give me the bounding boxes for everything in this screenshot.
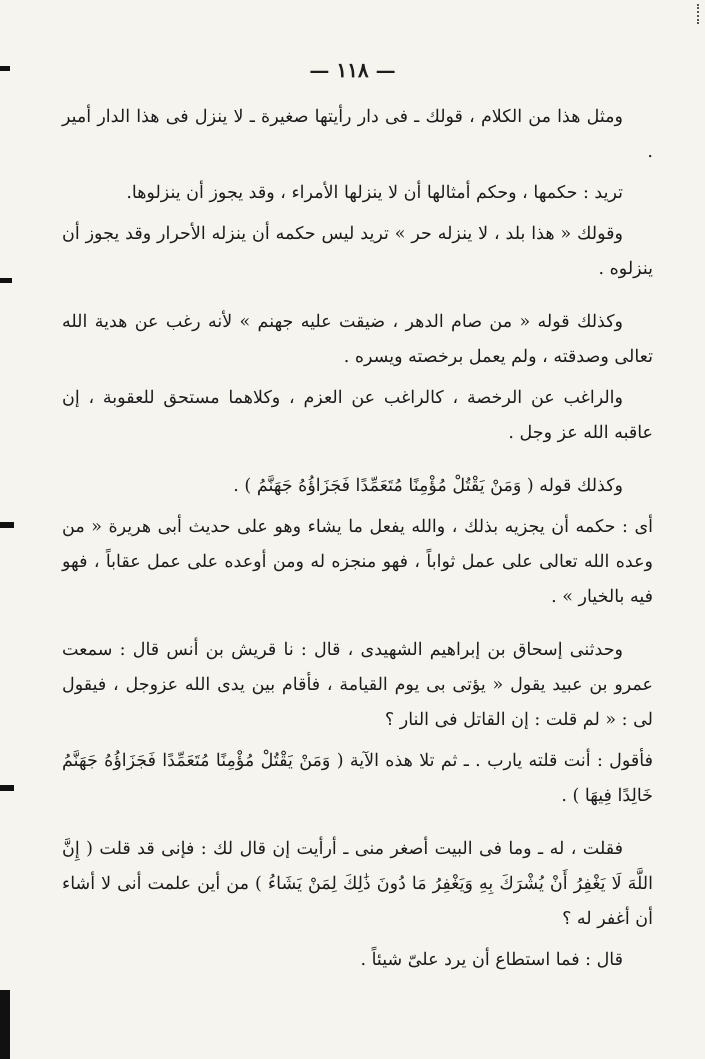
paragraph-p7: أى : حكمه أن يجزيه بذلك ، والله يفعل ما يشاء وهو على حديث أبى هريرة « من وعده الله تعالى على عمل ثواباً ، فهو منجزه له ومن أوعده على عمل عقاباً ، فهو فيه بالخيار » .	[62, 517, 653, 607]
scan-edge-mark	[0, 278, 12, 283]
scan-edge-mark	[0, 522, 14, 528]
paragraph-p5: والراغب عن الرخصة ، كالراغب عن العزم ، وكلاهما مستحق للعقوبة ، إن عاقبه الله عز وجل .	[62, 388, 653, 443]
paragraph-p6: وكذلك قوله ( وَمَنْ يَقْتُلْ مُؤْمِنًا مُتَعَمِّدًا فَجَزَاؤُهُ جَهَنَّمُ ) .	[233, 476, 623, 496]
paragraph-p8: وحدثنى إسحاق بن إبراهيم الشهيدى ، قال : نا قريش بن أنس قال : سمعت عمرو بن عبيد يقول « يؤتى بى يوم القيامة ، فأقام بين يدى الله عزوجل ، فيقول لى : « لم قلت : إن القاتل فى النار ؟	[62, 640, 653, 730]
paragraph-p1: ومثل هذا من الكلام ، قولك ـ فى دار رأيتها صغيرة ـ لا ينزل فى هذا الدار أمير .	[62, 107, 653, 162]
paragraph-p2: تريد : حكمها ، وحكم أمثالها أن لا ينزلها الأمراء ، وقد يجوز أن ينزلوها.	[126, 183, 623, 203]
paragraph-gap	[62, 293, 653, 305]
paragraph-gap	[62, 457, 653, 469]
page-number: — ١١٨ —	[309, 58, 396, 82]
scan-binding-shadow	[0, 990, 10, 1059]
paragraph-p4: وكذلك قوله « من صام الدهر ، ضيقت عليه جهنم » لأنه رغب عن هدية الله تعالى وصدقته ، ولم يعمل برخصته ويسره .	[62, 312, 653, 367]
paragraph-p9: فأقول : أنت قلته يارب . ـ ثم تلا هذه الآية ( وَمَنْ يَقْتُلْ مُؤْمِنًا مُتَعَمِّدًا فَجَزَاؤُهُ جَهَنَّمُ خَالِدًا فِيهَا ) .	[62, 751, 653, 806]
paragraph-p11: قال : فما استطاع أن يرد علىّ شيئاً .	[360, 950, 623, 970]
paragraph-p3: وقولك « هذا بلد ، لا ينزله حر » تريد ليس حكمه أن ينزله الأحرار وقد يجوز أن ينزلوه .	[62, 224, 653, 279]
paragraph-gap	[62, 820, 653, 832]
paragraph-p10: فقلت ، له ـ وما فى البيت أصغر منى ـ أرأيت إن قال لك : فإنى قد قلت ( إِنَّ اللَّهَ لَا يَغْفِرُ أَنْ يُشْرَكَ بِهِ وَيَغْفِرُ مَا دُونَ ذَٰلِكَ لِمَنْ يَشَاءُ ) من أين علمت أنى لا أشاء أن أغفر له ؟	[62, 839, 653, 929]
body-text	[62, 100, 653, 984]
paragraph-gap	[62, 621, 653, 633]
scan-edge-mark	[0, 785, 14, 791]
scan-corner-dots	[691, 4, 699, 24]
